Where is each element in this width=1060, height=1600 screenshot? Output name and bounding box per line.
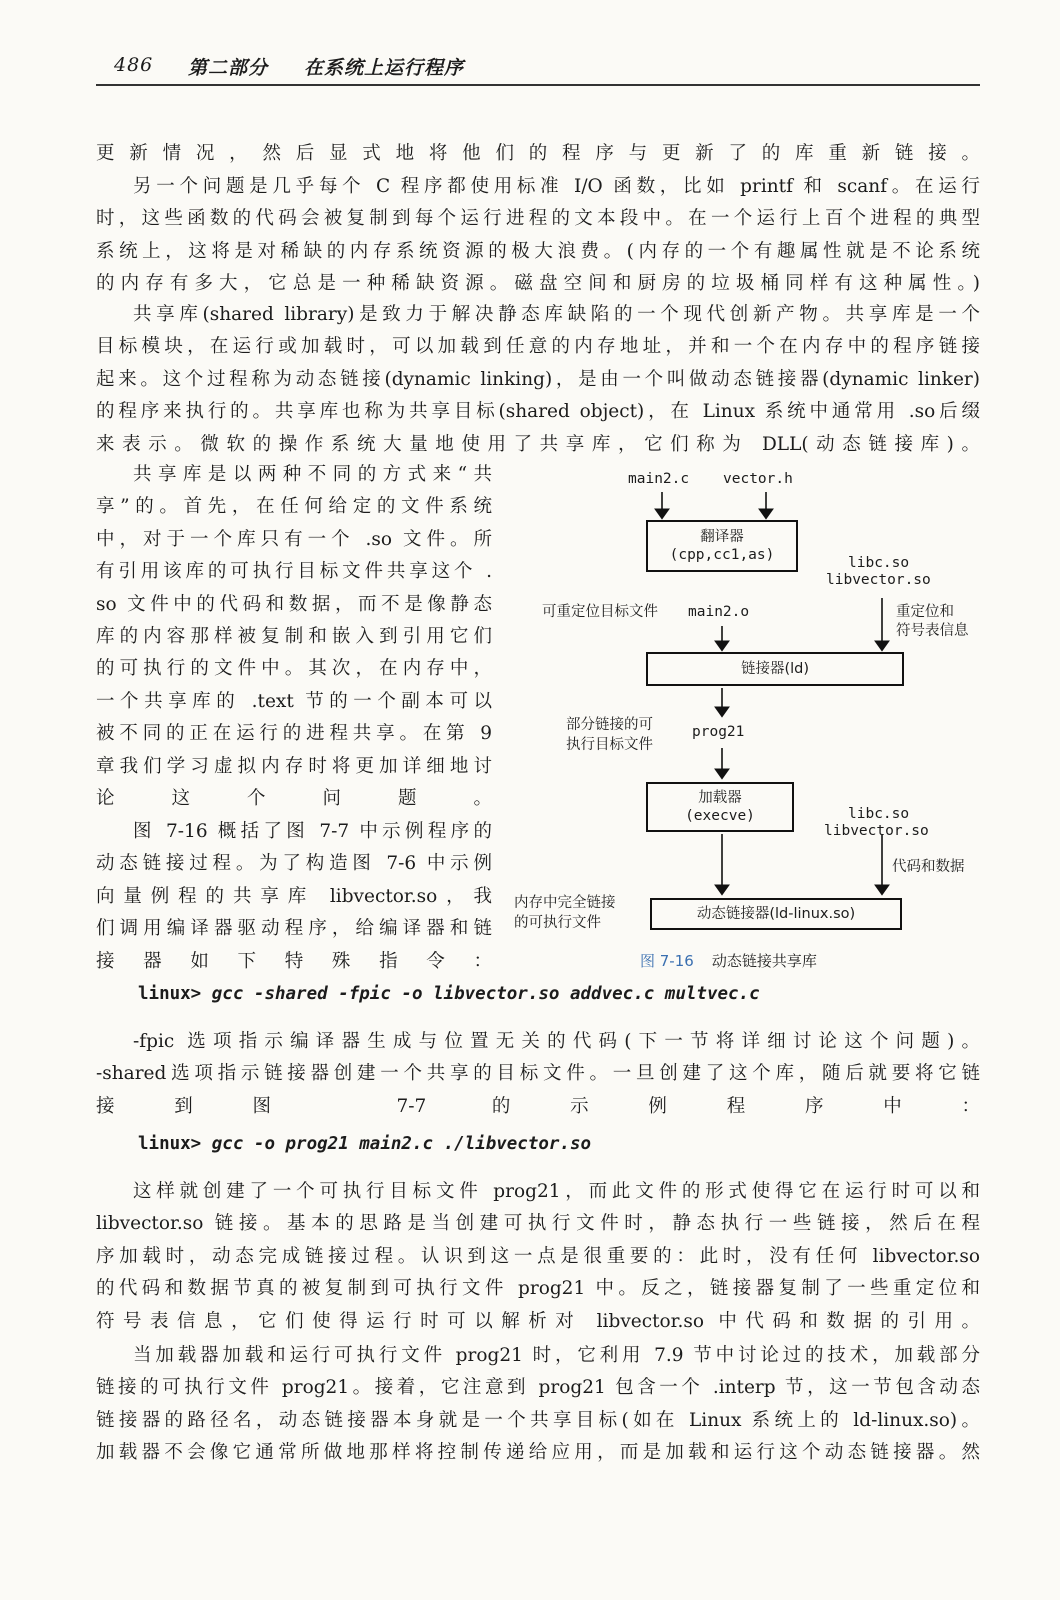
text-line: 起来。这个过程称为动态链接(dynamic linking)，是由一个叫做动态链接器(dynamic linker) [96, 368, 980, 390]
shell-command: gcc -shared -fpic -o libvector.so addvec.c multvec.c [211, 984, 760, 1004]
shell-prompt: linux> [138, 984, 202, 1004]
text-line: 一个共享库的 .text 节的一个副本可以 [96, 690, 492, 712]
partial-label-line1: 部分链接的可 [566, 717, 653, 733]
lib-libc-top: libc.so [848, 555, 910, 571]
full-exec-label-line1: 内存中完全链接 [514, 895, 616, 911]
text-line: 符号表信息，它们使得运行时可以解析对 libvector.so 中代码和数据的引用。 [96, 1310, 980, 1332]
linker-label: 链接器(ld) [740, 661, 810, 677]
full-exec-label-line2: 的可执行文件 [514, 915, 601, 931]
translator-detail: (cpp,cc1,as) [669, 547, 775, 563]
text-line: 向量例程的共享库 libvector.so，我 [96, 885, 492, 907]
text-line: 章我们学习虚拟内存时将更加详细地讨 [96, 755, 492, 777]
text-line: 中，对于一个库只有一个 .so 文件。所 [96, 528, 492, 550]
code-data-label: 代码和数据 [892, 859, 965, 875]
reloc-info-line2: 符号表信息 [896, 623, 969, 639]
reloc-object-label: 可重定位目标文件 [542, 604, 658, 620]
shell-command: gcc -o prog21 main2.c ./libvector.so [211, 1134, 592, 1154]
lib-libvector-bottom: libvector.so [824, 823, 929, 839]
text-line: 这样就创建了一个可执行目标文件 prog21，而此文件的形式使得它在运行时可以和 [133, 1181, 980, 1202]
text-line: so 文件中的代码和数据，而不是像静态 [96, 593, 492, 615]
figure-caption [640, 950, 817, 971]
text-line: 的可执行的文件中。其次，在内存中， [96, 658, 492, 680]
dynamic-linker-box [650, 898, 902, 930]
figure-number: 图 7-16 [640, 952, 694, 970]
linker-box [646, 652, 904, 686]
page-number: 486 [114, 54, 154, 76]
paragraph-4 [96, 459, 492, 815]
text-line: 共享库是以两种不同的方式来“共 [133, 464, 492, 485]
part-title: 在系统上运行程序 [304, 57, 465, 79]
text-line: 的程序来执行的。共享库也称为共享目标(shared object)，在 Linux 系统中通常用 .so后缀 [96, 401, 980, 423]
part-label: 第二部分 [188, 57, 269, 79]
text-line: 享”的。首先，在任何给定的文件系统 [96, 496, 492, 518]
input-vectorh: vector.h [723, 471, 793, 487]
loader-label: 加载器 [698, 790, 742, 806]
partial-label-line2: 执行目标文件 [566, 737, 653, 753]
translator-box [646, 520, 798, 572]
text-line: 加载器不会像它通常所做地那样将控制传递给应用，而是加载和运行这个动态链接器。然 [96, 1442, 980, 1464]
paragraph-7 [96, 1176, 980, 1338]
text-line: 来表示。微软的操作系统大量地使用了共享库，它们称为 DLL(动态链接库)。 [96, 433, 980, 455]
reloc-info-line1: 重定位和 [896, 604, 954, 620]
reloc-object-file: main2.o [688, 604, 750, 620]
text-line: libvector.so 链接。基本的思路是当创建可执行文件时，静态执行一些链接，然后在程 [96, 1213, 980, 1235]
shell-prompt: linux> [138, 1134, 202, 1154]
text-line: 时，这些函数的代码会被复制到每个运行进程的文本段中。在一个运行上百个进程的典型 [96, 208, 980, 230]
text-line: 库的内容那样被复制和嵌入到引用它们 [96, 625, 492, 647]
text-line: -shared选项指示链接器创建一个共享的目标文件。一旦创建了这个库，随后就要将它链 [96, 1063, 980, 1085]
text-line: 链接器的路径名，动态链接器本身就是一个共享目标(如在 Linux 系统上的 ld-linux.so)。 [96, 1409, 980, 1431]
text-line: 当加载器加载和运行可执行文件 prog21 时，它利用 7.9 节中讨论过的技术，加载部分 [133, 1345, 980, 1366]
text-line: 更新情况，然后显式地将他们的程序与更新了的库重新链接。 [96, 143, 980, 164]
figure-title: 动态链接共享库 [711, 952, 817, 970]
paragraph-2 [96, 171, 980, 301]
text-line: 动态链接过程。为了构造图 7-6 中示例 [96, 853, 492, 875]
partial-file: prog21 [692, 724, 745, 740]
paragraph-6 [96, 1026, 980, 1123]
paragraph-8 [96, 1340, 980, 1470]
code-command-1 [138, 984, 760, 1004]
text-line: 系统上，这将是对稀缺的内存系统资源的极大浪费。(内存的一个有趣属性就是不论系统 [96, 240, 980, 262]
paragraph-3 [96, 299, 980, 461]
lib-libvector-top: libvector.so [826, 572, 931, 588]
text-line: 接器如下特殊指令： [96, 950, 492, 972]
text-line: 论这个问题。 [96, 787, 492, 809]
text-line: 被不同的正在运行的进程共享。在第 9 [96, 723, 492, 745]
text-line: 有引用该库的可执行目标文件共享这个 . [96, 561, 492, 583]
text-line: 目标模块，在运行或加载时，可以加载到任意的内存地址，并和一个在内存中的程序链接 [96, 336, 980, 358]
loader-detail: (execve) [685, 808, 755, 824]
text-line: 们调用编译器驱动程序，给编译器和链 [96, 918, 492, 940]
text-line: -fpic 选项指示编译器生成与位置无关的代码(下一节将详细讨论这个问题)。 [133, 1031, 980, 1052]
text-line: 共享库(shared library)是致力于解决静态库缺陷的一个现代创新产物。共享库是一个 [133, 304, 980, 325]
code-command-2 [138, 1134, 591, 1154]
loader-box [646, 782, 794, 832]
paragraph-1 [96, 138, 980, 170]
paragraph-5 [96, 816, 492, 978]
text-line: 的代码和数据节真的被复制到可执行文件 prog21 中。反之，链接器复制了一些重定位和 [96, 1278, 980, 1300]
figure-dynamic-linking [510, 466, 990, 976]
text-line: 的内存有多大，它总是一种稀缺资源。磁盘空间和厨房的垃圾桶同样有这种属性。) [96, 273, 980, 295]
text-line: 链接的可执行文件 prog21。接着，它注意到 prog21 包含一个 .interp 节，这一节包含动态 [96, 1377, 980, 1399]
translator-label: 翻译器 [700, 529, 744, 545]
dynamic-linker-label: 动态链接器(ld-linux.so) [696, 906, 856, 922]
text-line: 序加载时，动态完成链接过程。认识到这一点是很重要的：此时，没有任何 libvector.so [96, 1245, 980, 1267]
text-line: 另一个问题是几乎每个 C 程序都使用标准 I/O 函数，比如 printf 和 scanf。在运行 [133, 176, 980, 197]
running-header [96, 50, 980, 86]
text-line: 图 7-16 概括了图 7-7 中示例程序的 [133, 821, 492, 842]
text-line: 接到图 7-7 的示例程序中： [96, 1095, 980, 1117]
input-main2c: main2.c [628, 471, 690, 487]
lib-libc-bottom: libc.so [848, 806, 910, 822]
